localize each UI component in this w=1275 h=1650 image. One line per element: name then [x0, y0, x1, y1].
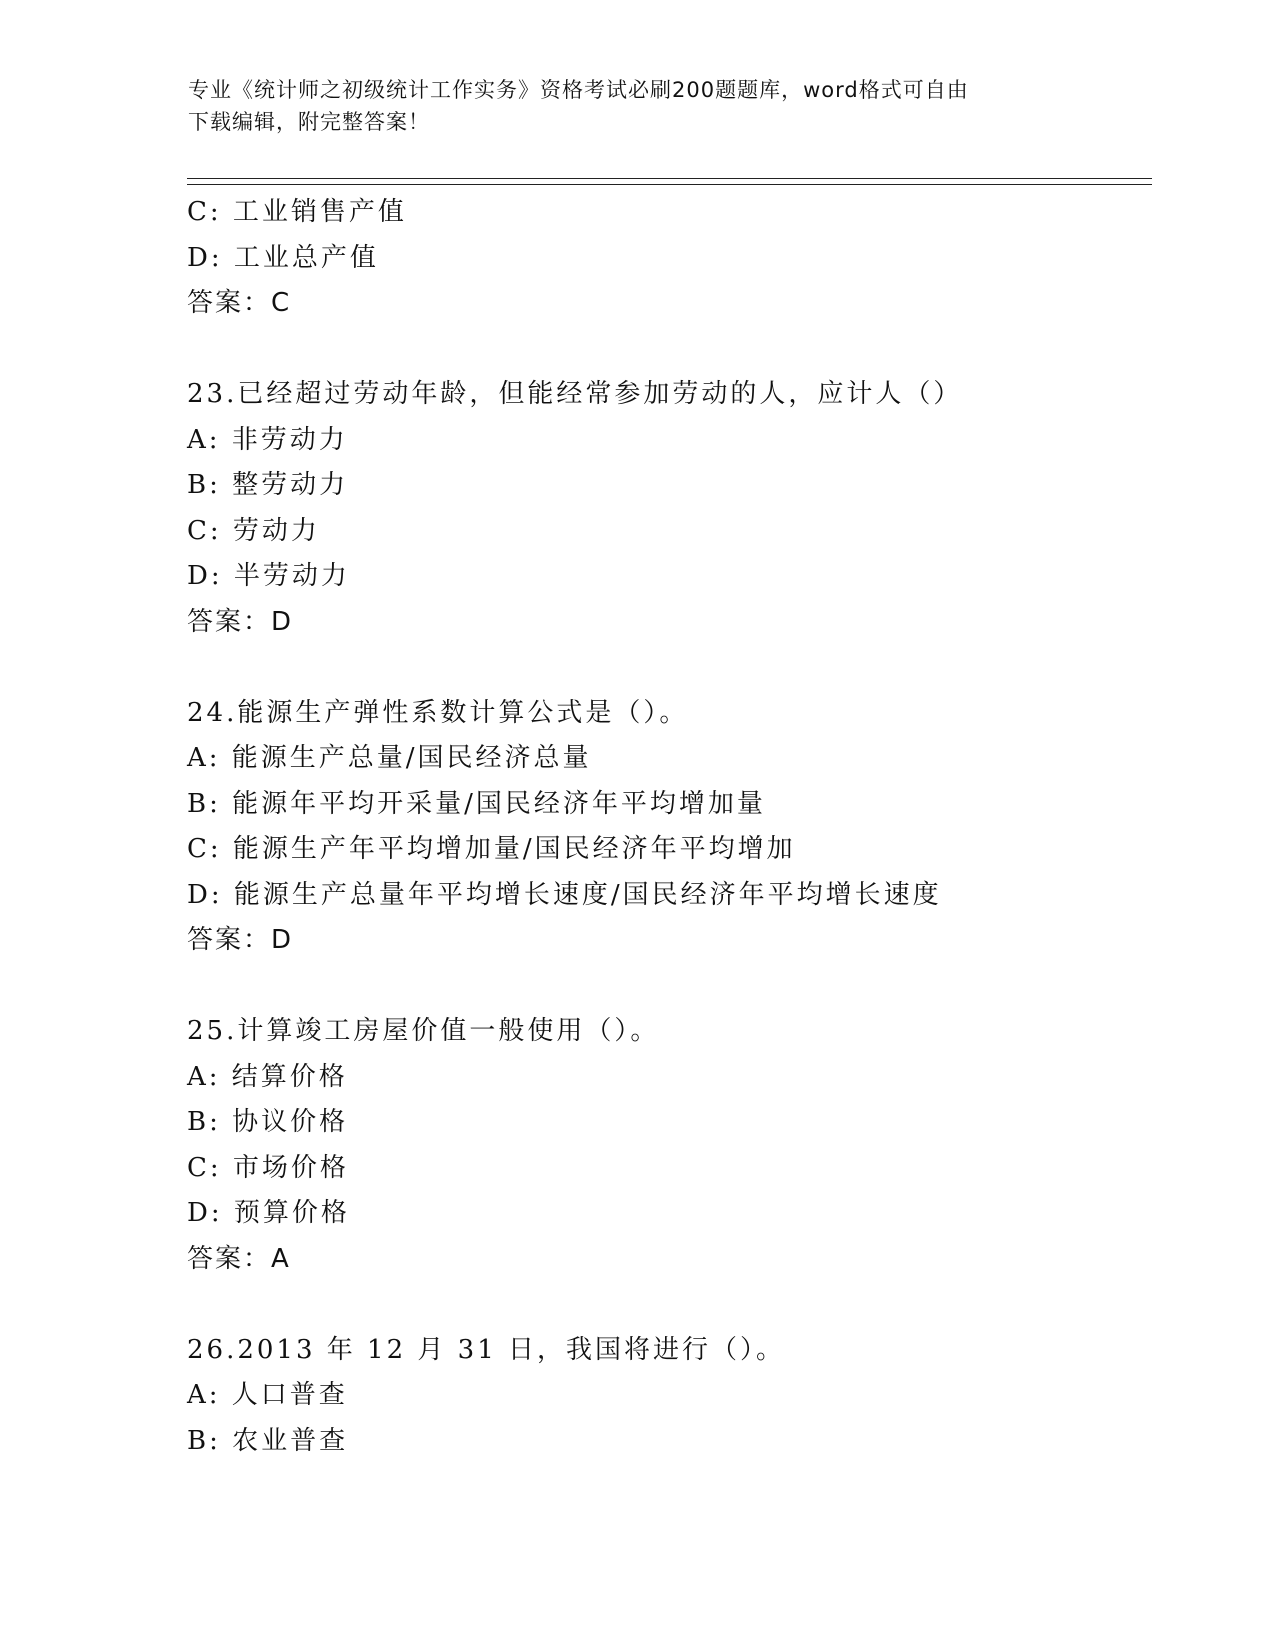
option-line: B: 整劳动力	[187, 470, 349, 500]
option-line: C: 市场价格	[187, 1152, 349, 1183]
question-line: 25.计算竣工房屋价值一般使用（）。	[187, 1016, 660, 1046]
option-line: C: 能源生产年平均增加量/国民经济年平均增加	[187, 834, 796, 864]
question-line: 23.已经超过劳动年龄，但能经常参加劳动的人，应计人（）	[187, 379, 963, 409]
answer-line: 答案：D	[187, 606, 294, 637]
option-line: D: 半劳动力	[187, 561, 350, 591]
option-line: D: 能源生产总量年平均增长速度/国民经济年平均增长速度	[187, 879, 942, 910]
question-list	[187, 190, 1147, 1464]
blank-spacer	[187, 327, 1147, 373]
option-line: B: 农业普查	[187, 1425, 349, 1456]
answer-line: 答案：A	[187, 1243, 291, 1274]
option-line: C: 工业销售产值	[187, 197, 407, 227]
document-header	[188, 74, 1068, 138]
question-line: 24.能源生产弹性系数计算公式是（）。	[187, 697, 689, 728]
option-line: D: 预算价格	[187, 1198, 350, 1228]
header-title-line-2: 下载编辑，附完整答案！	[188, 110, 430, 134]
option-line: B: 协议价格	[187, 1107, 349, 1137]
header-title-line-1: 专业《统计师之初级统计工作实务》资格考试必刷200题题库，word格式可自由	[188, 78, 969, 102]
answer-line: 答案：C	[187, 288, 292, 318]
option-line: A: 非劳动力	[187, 424, 348, 455]
question-line: 26.2013 年 12 月 31 日，我国将进行（）。	[187, 1334, 786, 1365]
header-divider-top	[187, 178, 1152, 179]
option-line: A: 结算价格	[187, 1061, 348, 1092]
blank-spacer	[187, 964, 1147, 1010]
option-line: A: 人口普查	[187, 1380, 348, 1410]
option-line: C: 劳动力	[187, 515, 320, 546]
blank-spacer	[187, 1282, 1147, 1328]
option-line: B: 能源年平均开采量/国民经济年平均增加量	[187, 788, 766, 819]
blank-spacer	[187, 645, 1147, 691]
header-divider-bottom	[187, 184, 1152, 185]
answer-line: 答案：D	[187, 925, 294, 955]
option-line: D: 工业总产值	[187, 242, 379, 273]
option-line: A: 能源生产总量/国民经济总量	[187, 743, 592, 773]
